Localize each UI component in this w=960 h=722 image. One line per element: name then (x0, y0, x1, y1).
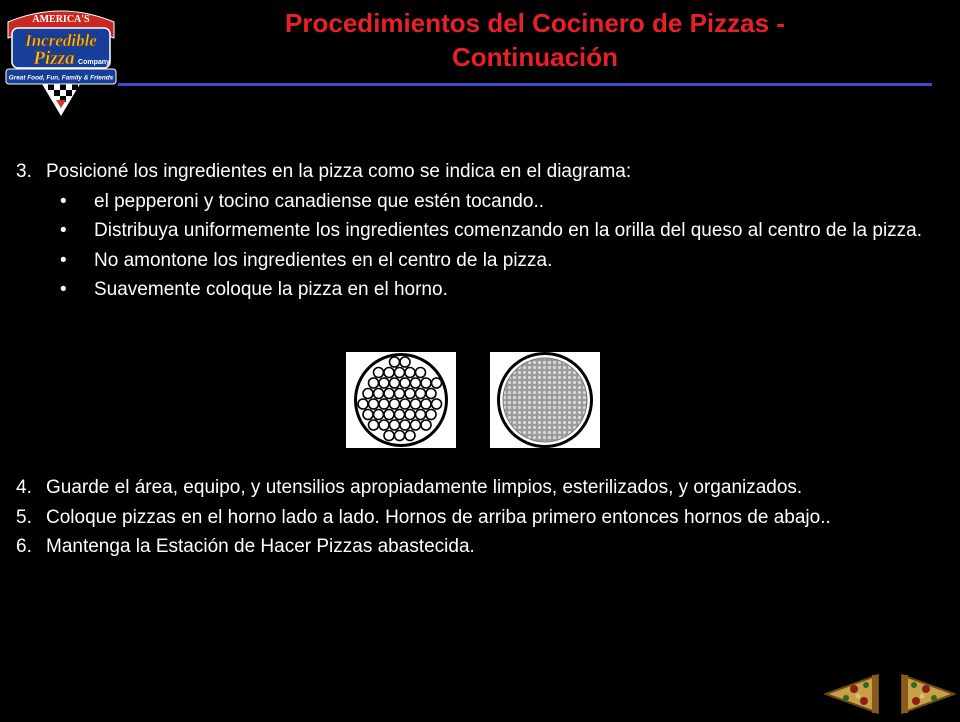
title-divider (118, 83, 932, 86)
bullet-item (16, 187, 940, 217)
step-text: Mantenga la Estación de Hacer Pizzas abastecida. (46, 536, 475, 557)
bullet-dot: • (60, 279, 67, 300)
page-title-line-1: Procedimientos del Cocinero de Pizzas - (285, 8, 785, 38)
pepperoni-slice (416, 410, 426, 420)
pepperoni-slice (384, 389, 394, 399)
pepperoni-slice (363, 389, 373, 399)
pepperoni-slice (358, 399, 368, 409)
pepperoni-slice (426, 410, 436, 420)
pepperoni-slice (384, 431, 394, 441)
page-title (200, 6, 870, 74)
steps-4-to-6 (16, 473, 940, 562)
pepperoni-slice (411, 420, 421, 430)
pepperoni-slice (390, 420, 400, 430)
previous-slide-button[interactable] (824, 671, 880, 717)
bullet-text: el pepperoni y tocino canadiense que estén tocando.. (94, 190, 544, 212)
pepperoni-slice (390, 399, 400, 409)
step-number: 5. (16, 506, 32, 528)
bullet-text: Suavemente coloque la pizza en el horno. (94, 279, 448, 300)
pepperoni-slice (405, 410, 415, 420)
pepperoni-slice (374, 368, 384, 378)
step-number: 6. (16, 536, 32, 557)
svg-text:Incredible: Incredible (25, 31, 97, 50)
bullet-dot: • (60, 220, 67, 241)
company-logo (2, 0, 120, 118)
svg-text:Pizza: Pizza (33, 48, 75, 69)
bullet-dot: • (60, 249, 67, 271)
pepperoni-slice (379, 399, 389, 409)
logo-checkered-pennant (42, 84, 80, 116)
step-number: 3. (16, 161, 32, 182)
step-text: Coloque pizzas en el horno lado a lado. Hornos de arriba primero entonces hornos de abajo.. (46, 506, 831, 528)
bullet-dot: • (60, 190, 67, 212)
pepperoni-slice (426, 389, 436, 399)
pepperoni-slice (363, 410, 373, 420)
step-text: Posicioné los ingredientes en la pizza como se indica en el diagrama: (46, 161, 632, 182)
pepperoni-slice (395, 431, 405, 441)
step-3-block (16, 157, 940, 305)
pepperoni-slice (405, 431, 415, 441)
pepperoni-slice (432, 399, 442, 409)
pizza-slice-left-arrow-icon (824, 671, 880, 717)
next-slide-button[interactable] (900, 671, 956, 717)
step-4 (16, 473, 940, 503)
pepperoni-slice (374, 410, 384, 420)
bullet-item (16, 246, 940, 276)
pepperoni-slice (400, 378, 410, 388)
pepperoni-slice (421, 378, 431, 388)
pepperoni-slice (369, 378, 379, 388)
step-5 (16, 503, 940, 533)
step-number: 4. (16, 477, 32, 498)
pepperoni-slice (379, 420, 389, 430)
bullet-item (16, 275, 940, 305)
topping-placement-diagram (342, 350, 604, 450)
pepperoni-slice (384, 368, 394, 378)
pepperoni-slice (432, 378, 442, 388)
pepperoni-slice (384, 410, 394, 420)
pepperoni-slice (416, 368, 426, 378)
bullet-item (16, 216, 940, 246)
pepperoni-slice (400, 420, 410, 430)
svg-text:AMERICA'S: AMERICA'S (32, 14, 90, 25)
pepperoni-slice (421, 420, 431, 430)
pepperoni-slice (405, 368, 415, 378)
page-title-line-2: Continuación (451, 42, 619, 72)
pepperoni-slice (416, 389, 426, 399)
pizza-slice-right-arrow-icon (900, 671, 956, 717)
pepperoni-slice (395, 389, 405, 399)
pepperoni-slice (390, 378, 400, 388)
bullet-text: No amontone los ingredientes en el centro de la pizza. (94, 249, 553, 271)
pepperoni-slice (400, 399, 410, 409)
pepperoni-slice (374, 389, 384, 399)
svg-text:Company: Company (78, 59, 110, 66)
step-6 (16, 532, 940, 562)
pepperoni-slice (369, 399, 379, 409)
pepperoni-slice (395, 368, 405, 378)
step-3 (16, 157, 940, 187)
pepperoni-slice (390, 357, 400, 367)
pepperoni-slice (400, 357, 410, 367)
pepperoni-slice (395, 410, 405, 420)
pepperoni-slice (379, 378, 389, 388)
step-text: Guarde el área, equipo, y utensilios apropiadamente limpios, esterilizados, y organizados. (46, 477, 803, 498)
pepperoni-slice (421, 399, 431, 409)
pepperoni-slice (369, 420, 379, 430)
pepperoni-slice (411, 378, 421, 388)
pepperoni-slice (405, 389, 415, 399)
bullet-text: Distribuya uniformemente los ingredientes comenzando en la orilla del queso al centro de la pizza. (94, 220, 923, 241)
pepperoni-slice (411, 399, 421, 409)
svg-text:Great Food, Fun, Family & Frie: Great Food, Fun, Family & Friends (8, 74, 114, 82)
